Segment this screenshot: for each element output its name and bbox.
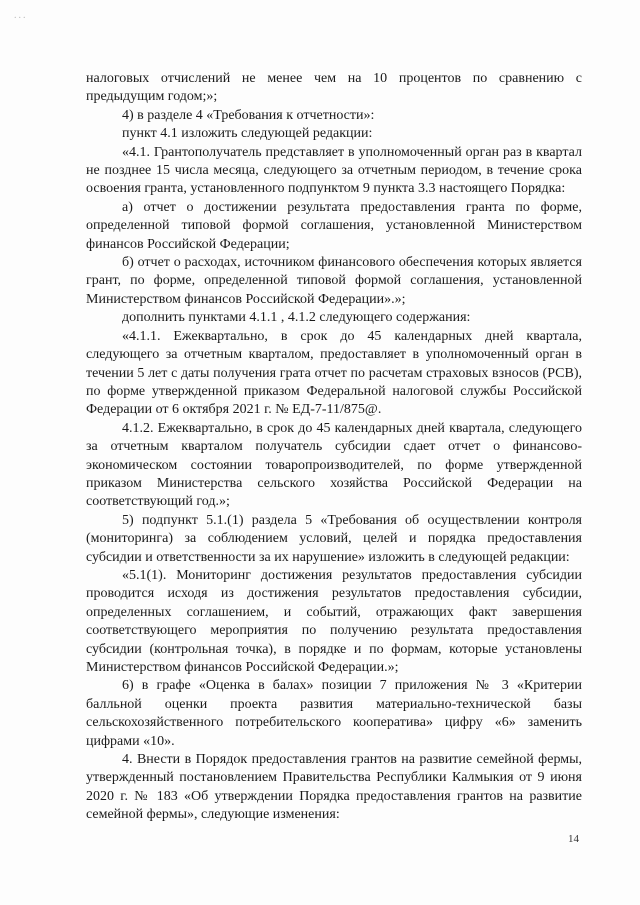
- paragraph-1: налоговых отчислений не менее чем на 10 процентов по сравнению с предыдущим годом;»;: [86, 71, 582, 105]
- paragraph-13: 4. Внести в Порядок предоставления грантов на развитие семейной фермы, утвержденный постановлением Правительства Республики Калмыкия от 9 июня 2020 г. № 183 «Об утверждении Порядка предоставления грантов на развитие семейной фермы», следующие изменения:: [86, 752, 582, 823]
- paragraph-9: 4.1.2. Ежеквартально, в срок до 45 календарных дней квартала, следующего за отчетным кварталом получатель субсидии сдает отчет о финансово-экономическом состоянии товаропроизводителей, по форме утвержденной приказом Министерства сельского хозяйства Российской Федерации на соответствующий год.»;: [86, 420, 582, 510]
- paragraph-12: 6) в графе «Оценка в балах» позиции 7 приложения № 3 «Критерии балльной оценки проекта развития материально-технической базы сельскохозяйственного потребительского кооператива» цифру «6» заменить цифрами «10».: [86, 678, 582, 749]
- paragraph-10: 5) подпункт 5.1.(1) раздела 5 «Требования об осуществлении контроля (мониторинга) за соблюдением условий, целей и порядка предоставления субсидии и ответственности за их нарушение» изложить в следующей редакции:: [86, 512, 582, 565]
- document-body: [86, 70, 582, 825]
- page-number: 14: [568, 833, 579, 845]
- paragraph-6: б) отчет о расходах, источником финансового обеспечения которых является грант, по форме, определенной типовой формой соглашения, установленной Министерством финансов Российской Федерации».»;: [86, 255, 582, 307]
- scan-corner-mark: ...: [14, 10, 28, 21]
- paragraph-5: а) отчет о достижении результата предоставления гранта по форме, определенной типовой формой соглашения, установленной Министерством финансов Российской Федерации;: [86, 199, 582, 252]
- paragraph-7: дополнить пунктами 4.1.1 , 4.1.2 следующего содержания:: [122, 310, 471, 326]
- paragraph-8: «4.1.1. Ежеквартально, в срок до 45 календарных дней квартала, следующего за отчетным кварталом, предоставляет в уполномоченный орган в течении 5 лет с даты получения грата отчет по расчетам страховых взносов (РСВ), по форме утвержденной приказом Федеральной налоговой службы Российской Федерации от 6 октября 2021 г. № ЕД-7-11/875@.: [86, 328, 582, 418]
- paragraph-4: «4.1. Грантополучатель представляет в уполномоченный орган раз в квартал не позднее 15 числа месяца, следующего за отчетным периодом, в течение срока освоения гранта, установленного подпунктом 9 пункта 3.3 настоящего Порядка:: [86, 144, 582, 197]
- paragraph-11: «5.1(1). Мониторинг достижения результатов предоставления субсидии проводится исходя из достижения результатов предоставления субсидии, определенных соглашением, и событий, отражающих факт завершения соответствующего мероприятия по получению результата предоставления субсидии (контрольная точка), в порядке и по формам, которые установлены Министерством финансов Российской Федерации.»;: [86, 567, 582, 675]
- paragraph-3: пункт 4.1 изложить следующей редакции:: [122, 126, 373, 142]
- paragraph-2: 4) в разделе 4 «Требования к отчетности»:: [122, 107, 375, 123]
